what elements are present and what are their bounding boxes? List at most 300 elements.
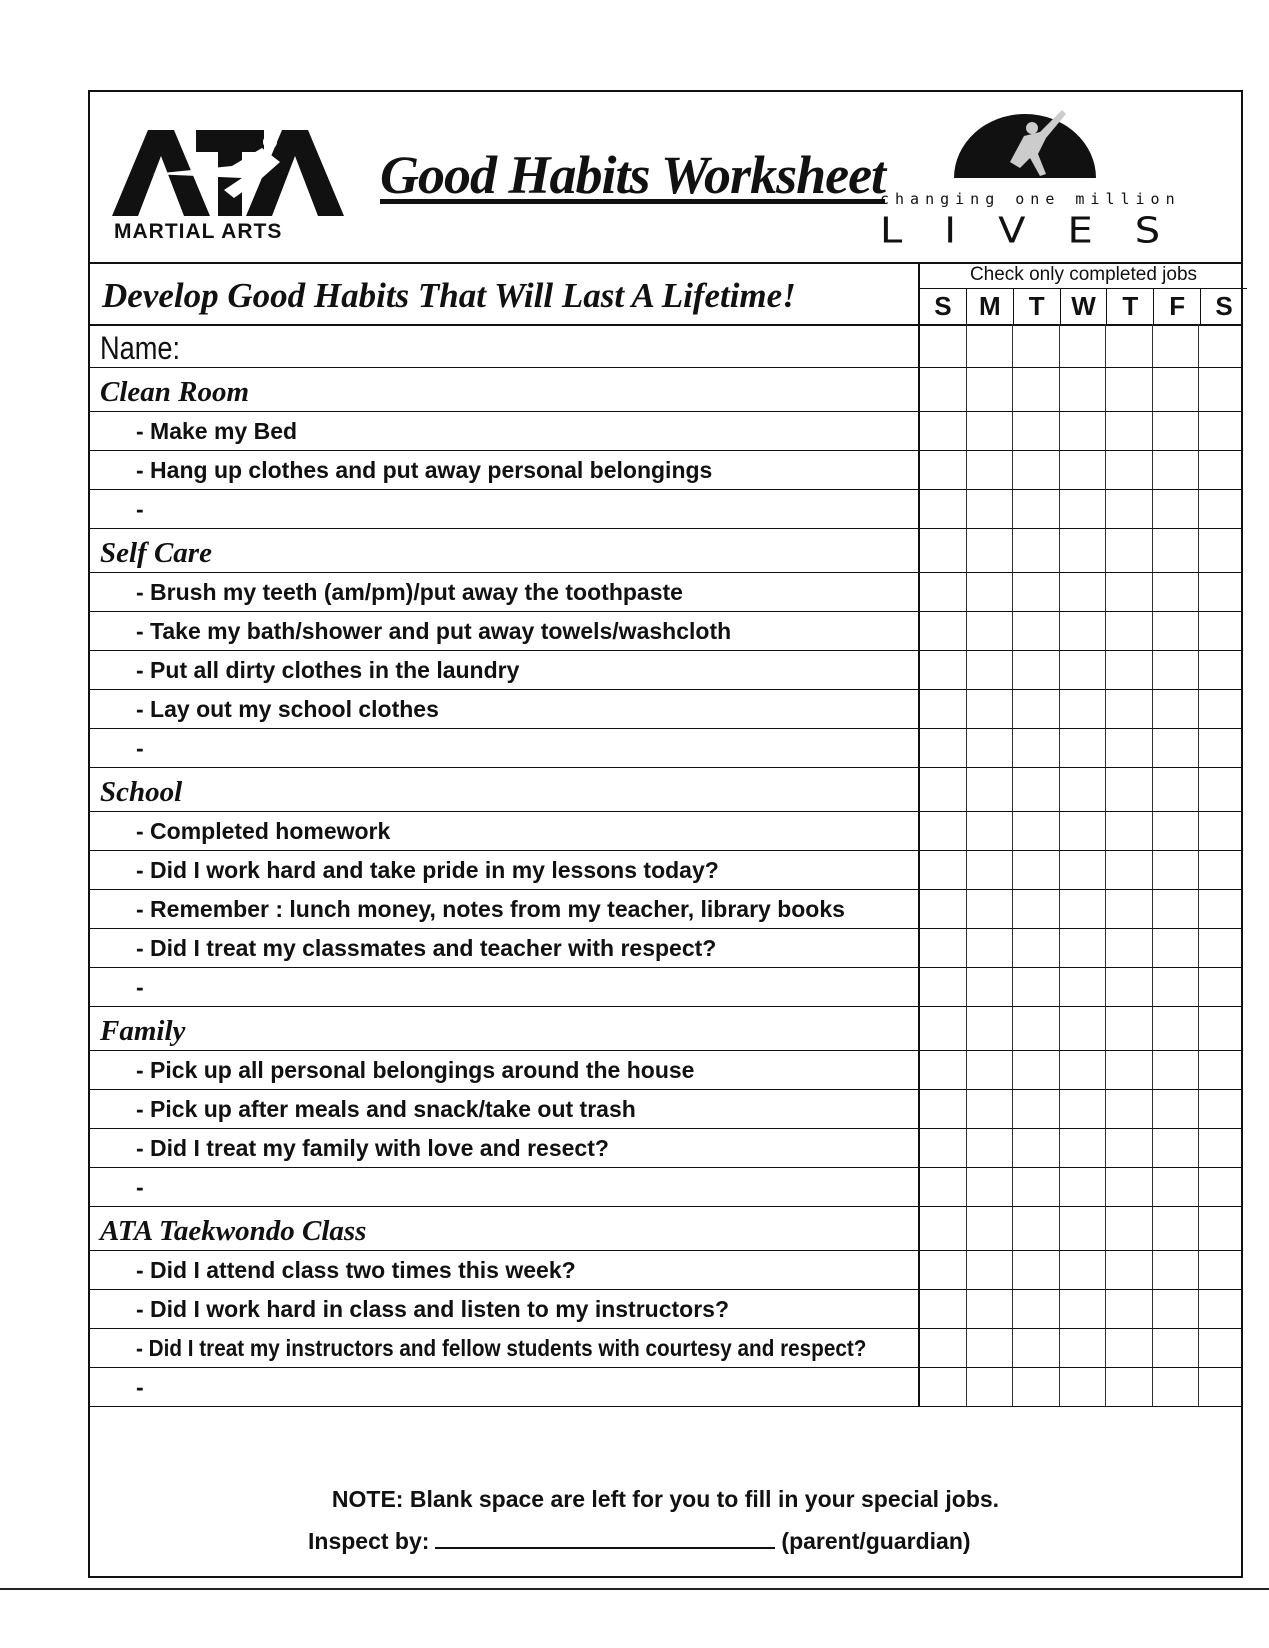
habit-item: - Did I treat my classmates and teacher with respect? xyxy=(136,935,717,961)
check-cell[interactable] xyxy=(967,573,1014,611)
row-label-area xyxy=(90,890,918,928)
habit-item: - Did I treat my instructors and fellow students with courtesy and respect? xyxy=(136,1335,867,1361)
checkbox-cells xyxy=(918,368,1245,411)
row-label-area xyxy=(90,968,918,1006)
day-wednesday: W xyxy=(1061,288,1108,324)
habit-item: - Did I work hard and take pride in my lessons today? xyxy=(136,857,719,883)
check-cell[interactable] xyxy=(1013,1290,1060,1328)
row-label-area xyxy=(90,368,918,411)
check-cell[interactable] xyxy=(1153,1207,1200,1250)
habit-row xyxy=(90,651,1241,690)
checkbox-cells xyxy=(918,529,1245,572)
check-cell[interactable] xyxy=(967,529,1014,572)
check-cell[interactable] xyxy=(920,1168,967,1206)
ata-logo-mark xyxy=(112,128,344,218)
scan-edge-line xyxy=(0,1588,1269,1590)
checkbox-cells xyxy=(918,573,1245,611)
check-cell[interactable] xyxy=(1153,651,1200,689)
check-cell[interactable] xyxy=(1106,573,1153,611)
row-label-area xyxy=(90,451,918,489)
row-label-area xyxy=(90,1129,918,1167)
checkbox-cells xyxy=(918,1329,1245,1367)
check-cell[interactable] xyxy=(920,1251,967,1289)
check-cell[interactable] xyxy=(920,812,967,850)
footer-note: NOTE: Blank space are left for you to fill in your special jobs. xyxy=(331,1486,1000,1512)
check-cell[interactable] xyxy=(1106,1051,1153,1089)
check-cell[interactable] xyxy=(967,1090,1014,1128)
check-cell[interactable] xyxy=(1106,612,1153,650)
check-cell[interactable] xyxy=(1153,1090,1200,1128)
row-label-area xyxy=(90,1168,918,1206)
check-cell[interactable] xyxy=(1199,1051,1245,1089)
checkbox-cells xyxy=(918,851,1245,889)
check-cell[interactable] xyxy=(1199,851,1245,889)
check-cell[interactable] xyxy=(920,1007,967,1050)
day-saturday: S xyxy=(1215,291,1233,321)
check-cell[interactable] xyxy=(1060,573,1107,611)
lives-slogan-small: changing one million xyxy=(880,190,1181,208)
check-cell[interactable] xyxy=(920,1290,967,1328)
check-cell[interactable] xyxy=(967,1051,1014,1089)
day-columns xyxy=(920,288,1247,324)
check-cell[interactable] xyxy=(920,368,967,411)
check-cell[interactable] xyxy=(1013,1251,1060,1289)
check-cell[interactable] xyxy=(1106,768,1153,811)
check-cell[interactable] xyxy=(1013,890,1060,928)
check-cell[interactable] xyxy=(1013,451,1060,489)
row-label-area xyxy=(90,651,918,689)
check-cell[interactable] xyxy=(1106,1168,1153,1206)
check-cell[interactable] xyxy=(1153,324,1200,367)
checkbox-cells xyxy=(918,968,1245,1006)
check-cell[interactable] xyxy=(920,729,967,767)
check-cell[interactable] xyxy=(920,929,967,967)
check-cell[interactable] xyxy=(967,968,1014,1006)
check-cell[interactable] xyxy=(1153,1051,1200,1089)
row-label-area xyxy=(90,851,918,889)
check-cell[interactable] xyxy=(1013,324,1060,367)
check-cell[interactable] xyxy=(967,929,1014,967)
check-cell[interactable] xyxy=(1153,612,1200,650)
check-cell[interactable] xyxy=(1199,1129,1245,1167)
check-cell[interactable] xyxy=(920,1368,967,1406)
check-cell[interactable] xyxy=(1153,1129,1200,1167)
check-cell[interactable] xyxy=(1199,490,1245,528)
check-cell[interactable] xyxy=(1153,1251,1200,1289)
habit-item: - xyxy=(136,496,144,522)
check-cell[interactable] xyxy=(1013,1207,1060,1250)
check-cell[interactable] xyxy=(967,1207,1014,1250)
checkbox-cells xyxy=(918,929,1245,967)
checkbox-cells xyxy=(918,812,1245,850)
check-cell[interactable] xyxy=(967,690,1014,728)
row-label-area xyxy=(90,490,918,528)
check-cell[interactable] xyxy=(1153,1368,1200,1406)
check-cell[interactable] xyxy=(1060,890,1107,928)
check-cell[interactable] xyxy=(1106,812,1153,850)
check-cell[interactable] xyxy=(1060,1168,1107,1206)
section-title: ATA Taekwondo Class xyxy=(100,1215,367,1247)
habit-item: - Did I attend class two times this week? xyxy=(136,1257,576,1283)
checkbox-cells xyxy=(918,690,1245,728)
habit-row xyxy=(90,1090,1241,1129)
checkbox-cells xyxy=(918,651,1245,689)
check-cell[interactable] xyxy=(1060,1368,1107,1406)
check-cell[interactable] xyxy=(1106,1207,1153,1250)
check-cell[interactable] xyxy=(1013,1090,1060,1128)
row-label-area xyxy=(90,412,918,450)
check-cell[interactable] xyxy=(1106,729,1153,767)
checkbox-cells xyxy=(918,1090,1245,1128)
row-label-area xyxy=(90,729,918,767)
check-cell[interactable] xyxy=(1153,573,1200,611)
check-cell[interactable] xyxy=(1106,1329,1153,1367)
habit-item: - Did I treat my family with love and resect? xyxy=(136,1135,609,1161)
check-cell[interactable] xyxy=(1013,729,1060,767)
check-cell[interactable] xyxy=(1060,1251,1107,1289)
habit-row xyxy=(90,573,1241,612)
day-friday: F xyxy=(1154,288,1201,324)
check-cell[interactable] xyxy=(1060,490,1107,528)
habit-item: - xyxy=(136,1374,144,1400)
habit-row xyxy=(90,690,1241,729)
row-label-area xyxy=(90,1207,918,1250)
check-cell[interactable] xyxy=(1013,968,1060,1006)
check-cell[interactable] xyxy=(1153,1329,1200,1367)
check-cell[interactable] xyxy=(1060,812,1107,850)
worksheet-footer xyxy=(90,1462,1241,1576)
check-cell[interactable] xyxy=(1153,412,1200,450)
check-cell[interactable] xyxy=(920,412,967,450)
check-cell[interactable] xyxy=(1106,1251,1153,1289)
check-cell[interactable] xyxy=(1199,929,1245,967)
inspect-label: Inspect by: xyxy=(308,1528,430,1554)
check-cell[interactable] xyxy=(920,529,967,572)
check-cell[interactable] xyxy=(967,1168,1014,1206)
check-instruction: Check only completed jobs xyxy=(920,262,1247,289)
check-cell[interactable] xyxy=(1106,651,1153,689)
check-cell[interactable] xyxy=(1013,929,1060,967)
check-cell[interactable] xyxy=(1106,1368,1153,1406)
check-cell[interactable] xyxy=(1153,929,1200,967)
check-cell[interactable] xyxy=(1199,968,1245,1006)
check-cell[interactable] xyxy=(967,1290,1014,1328)
check-cell[interactable] xyxy=(1199,451,1245,489)
check-cell[interactable] xyxy=(1106,968,1153,1006)
check-cell[interactable] xyxy=(1013,812,1060,850)
check-cell[interactable] xyxy=(1153,890,1200,928)
checkbox-cells xyxy=(918,890,1245,928)
check-cell[interactable] xyxy=(967,729,1014,767)
check-cell[interactable] xyxy=(1106,890,1153,928)
check-cell[interactable] xyxy=(1153,1007,1200,1050)
habit-row xyxy=(90,451,1241,490)
check-cell[interactable] xyxy=(920,612,967,650)
check-cell[interactable] xyxy=(1199,529,1245,572)
check-cell[interactable] xyxy=(1106,690,1153,728)
check-cell[interactable] xyxy=(967,851,1014,889)
check-cell[interactable] xyxy=(1199,1251,1245,1289)
habit-item: - Pick up after meals and snack/take out trash xyxy=(136,1096,636,1122)
check-cell[interactable] xyxy=(1013,1129,1060,1167)
checkbox-cells xyxy=(918,768,1245,811)
check-cell[interactable] xyxy=(1106,1129,1153,1167)
check-cell[interactable] xyxy=(1060,1090,1107,1128)
ata-logo xyxy=(112,128,342,248)
check-cell[interactable] xyxy=(1199,1329,1245,1367)
check-cell[interactable] xyxy=(1060,1290,1107,1328)
check-cell[interactable] xyxy=(1199,612,1245,650)
check-cell[interactable] xyxy=(1013,529,1060,572)
day-sunday: S xyxy=(920,288,967,324)
check-cell[interactable] xyxy=(967,324,1014,367)
section-title: Family xyxy=(100,1015,186,1047)
check-cell[interactable] xyxy=(1060,729,1107,767)
row-label-area xyxy=(90,1090,918,1128)
habit-row xyxy=(90,1129,1241,1168)
check-cell[interactable] xyxy=(1106,324,1153,367)
day-thursday: T xyxy=(1107,288,1154,324)
check-cell[interactable] xyxy=(920,968,967,1006)
check-cell[interactable] xyxy=(967,768,1014,811)
checkbox-cells xyxy=(918,1129,1245,1167)
check-cell[interactable] xyxy=(1153,451,1200,489)
checkbox-cells xyxy=(918,451,1245,489)
page-title: Good Habits Worksheet xyxy=(380,145,886,205)
inspect-line xyxy=(308,1528,971,1555)
check-cell[interactable] xyxy=(920,451,967,489)
check-cell[interactable] xyxy=(1060,1129,1107,1167)
check-cell[interactable] xyxy=(967,1329,1014,1367)
worksheet xyxy=(88,90,1243,1578)
check-cell[interactable] xyxy=(1060,929,1107,967)
check-cell[interactable] xyxy=(1199,1168,1245,1206)
check-cell[interactable] xyxy=(1153,768,1200,811)
check-cell[interactable] xyxy=(1199,1368,1245,1406)
check-cell[interactable] xyxy=(1153,1290,1200,1328)
check-cell[interactable] xyxy=(920,690,967,728)
signature-field[interactable] xyxy=(435,1529,775,1549)
check-cell[interactable] xyxy=(967,651,1014,689)
check-cell[interactable] xyxy=(1199,729,1245,767)
check-cell[interactable] xyxy=(1153,529,1200,572)
check-cell[interactable] xyxy=(1013,851,1060,889)
check-cell[interactable] xyxy=(920,490,967,528)
check-cell[interactable] xyxy=(1199,690,1245,728)
check-cell[interactable] xyxy=(920,851,967,889)
check-cell[interactable] xyxy=(1106,1290,1153,1328)
check-cell[interactable] xyxy=(1060,1051,1107,1089)
check-cell[interactable] xyxy=(1013,651,1060,689)
check-cell[interactable] xyxy=(967,412,1014,450)
check-cell[interactable] xyxy=(1153,851,1200,889)
check-cell[interactable] xyxy=(920,651,967,689)
check-cell[interactable] xyxy=(1153,690,1200,728)
check-cell[interactable] xyxy=(967,612,1014,650)
check-cell[interactable] xyxy=(1199,368,1245,411)
check-cell[interactable] xyxy=(920,1051,967,1089)
habit-row xyxy=(90,1251,1241,1290)
habit-item: - Brush my teeth (am/pm)/put away the toothpaste xyxy=(136,579,683,605)
check-cell[interactable] xyxy=(1060,1007,1107,1050)
check-cell[interactable] xyxy=(1060,1207,1107,1250)
row-label-area xyxy=(90,1051,918,1089)
check-cell[interactable] xyxy=(1106,490,1153,528)
checkbox-cells xyxy=(918,612,1245,650)
check-cell[interactable] xyxy=(1060,768,1107,811)
section-title: Clean Room xyxy=(100,376,250,408)
check-cell[interactable] xyxy=(1199,1090,1245,1128)
check-cell[interactable] xyxy=(1199,324,1245,367)
habit-item: - Lay out my school clothes xyxy=(136,696,439,722)
check-cell[interactable] xyxy=(1106,929,1153,967)
check-cell[interactable] xyxy=(967,368,1014,411)
habit-item: - Remember : lunch money, notes from my teacher, library books xyxy=(136,896,845,922)
habit-item: - Pick up all personal belongings around the house xyxy=(136,1057,695,1083)
check-cell[interactable] xyxy=(920,573,967,611)
habit-item: - Hang up clothes and put away personal belongings xyxy=(136,457,713,483)
check-cell[interactable] xyxy=(1199,812,1245,850)
check-cell[interactable] xyxy=(920,1329,967,1367)
check-cell[interactable] xyxy=(1106,529,1153,572)
subheader xyxy=(90,262,1241,326)
worksheet-header xyxy=(90,92,1241,264)
check-cell[interactable] xyxy=(1060,968,1107,1006)
habit-row xyxy=(90,1051,1241,1090)
habit-row xyxy=(90,1368,1241,1407)
row-label-area xyxy=(90,1368,918,1406)
check-cell[interactable] xyxy=(1060,851,1107,889)
check-cell[interactable] xyxy=(1060,368,1107,411)
check-cell[interactable] xyxy=(1153,968,1200,1006)
habit-row xyxy=(90,851,1241,890)
check-cell[interactable] xyxy=(967,451,1014,489)
check-cell[interactable] xyxy=(1060,412,1107,450)
check-cell[interactable] xyxy=(1013,1368,1060,1406)
day-monday: M xyxy=(967,288,1014,324)
check-cell[interactable] xyxy=(967,490,1014,528)
lives-logo xyxy=(880,102,1210,252)
habit-row xyxy=(90,490,1241,529)
check-cell[interactable] xyxy=(967,812,1014,850)
check-cell[interactable] xyxy=(1013,1168,1060,1206)
checkbox-cells xyxy=(918,1051,1245,1089)
check-cell[interactable] xyxy=(1153,812,1200,850)
check-cell[interactable] xyxy=(1013,768,1060,811)
row-label-area xyxy=(90,1290,918,1328)
habit-row xyxy=(90,968,1241,1007)
check-cell[interactable] xyxy=(1013,1007,1060,1050)
check-cell[interactable] xyxy=(1106,851,1153,889)
checkbox-cells xyxy=(918,1007,1245,1050)
check-cell[interactable] xyxy=(967,1007,1014,1050)
check-cell[interactable] xyxy=(1106,412,1153,450)
section-header-row xyxy=(90,529,1241,573)
check-cell[interactable] xyxy=(1199,1007,1245,1050)
check-cell[interactable] xyxy=(920,890,967,928)
check-cell[interactable] xyxy=(920,324,967,367)
check-cell[interactable] xyxy=(1106,1007,1153,1050)
check-cell[interactable] xyxy=(1060,651,1107,689)
check-cell[interactable] xyxy=(1013,1329,1060,1367)
check-cell[interactable] xyxy=(1060,529,1107,572)
check-cell[interactable] xyxy=(1060,1329,1107,1367)
checkbox-cells xyxy=(918,1251,1245,1289)
check-cell[interactable] xyxy=(967,1251,1014,1289)
kicker-emblem-icon xyxy=(950,102,1100,182)
checkbox-cells xyxy=(918,412,1245,450)
check-cell[interactable] xyxy=(1013,412,1060,450)
check-cell[interactable] xyxy=(1013,1051,1060,1089)
habit-row xyxy=(90,929,1241,968)
row-label-area xyxy=(90,612,918,650)
section-header-row xyxy=(90,1007,1241,1051)
check-cell[interactable] xyxy=(1106,1090,1153,1128)
section-title: Self Care xyxy=(100,537,212,569)
habit-rows xyxy=(90,324,1241,1407)
checkbox-cells xyxy=(918,1368,1245,1406)
check-cell[interactable] xyxy=(1013,612,1060,650)
check-cell[interactable] xyxy=(1060,690,1107,728)
name-row xyxy=(90,324,1241,368)
habit-item: - Put all dirty clothes in the laundry xyxy=(136,657,520,683)
logo-subtitle: MARTIAL ARTS xyxy=(114,220,283,243)
habit-item: - xyxy=(136,974,144,1000)
check-cell[interactable] xyxy=(1153,1168,1200,1206)
check-cell[interactable] xyxy=(1199,573,1245,611)
check-cell[interactable] xyxy=(920,1090,967,1128)
check-cell[interactable] xyxy=(1153,368,1200,411)
habit-item: - xyxy=(136,735,144,761)
habit-item: - Take my bath/shower and put away towels/washcloth xyxy=(136,618,732,644)
check-cell[interactable] xyxy=(1060,324,1107,367)
habit-row xyxy=(90,1168,1241,1207)
check-cell[interactable] xyxy=(1013,573,1060,611)
check-cell[interactable] xyxy=(1153,729,1200,767)
check-cell[interactable] xyxy=(1199,651,1245,689)
check-cell[interactable] xyxy=(1199,412,1245,450)
lives-slogan-big: LIVES xyxy=(880,210,1203,252)
check-cell[interactable] xyxy=(1199,1207,1245,1250)
check-cell[interactable] xyxy=(1013,490,1060,528)
check-cell[interactable] xyxy=(920,1129,967,1167)
check-cell[interactable] xyxy=(920,1207,967,1250)
habit-item: - Make my Bed xyxy=(136,418,298,444)
row-label-area xyxy=(90,573,918,611)
habit-item: - xyxy=(136,1174,144,1200)
check-cell[interactable] xyxy=(967,890,1014,928)
row-label-area xyxy=(90,1007,918,1050)
check-cell[interactable] xyxy=(1060,451,1107,489)
check-cell[interactable] xyxy=(1106,451,1153,489)
checkbox-cells xyxy=(918,324,1245,367)
check-cell[interactable] xyxy=(1060,612,1107,650)
guardian-label: (parent/guardian) xyxy=(781,1528,971,1554)
row-label-area xyxy=(90,324,918,367)
check-cell[interactable] xyxy=(967,1368,1014,1406)
section-header-row xyxy=(90,768,1241,812)
check-cell[interactable] xyxy=(1199,1290,1245,1328)
section-title: School xyxy=(100,776,183,808)
check-cell[interactable] xyxy=(1013,368,1060,411)
check-cell[interactable] xyxy=(1199,890,1245,928)
check-cell[interactable] xyxy=(1199,768,1245,811)
check-cell[interactable] xyxy=(1013,690,1060,728)
check-cell[interactable] xyxy=(920,768,967,811)
check-cell[interactable] xyxy=(967,1129,1014,1167)
check-cell[interactable] xyxy=(1106,368,1153,411)
check-cell[interactable] xyxy=(1153,490,1200,528)
